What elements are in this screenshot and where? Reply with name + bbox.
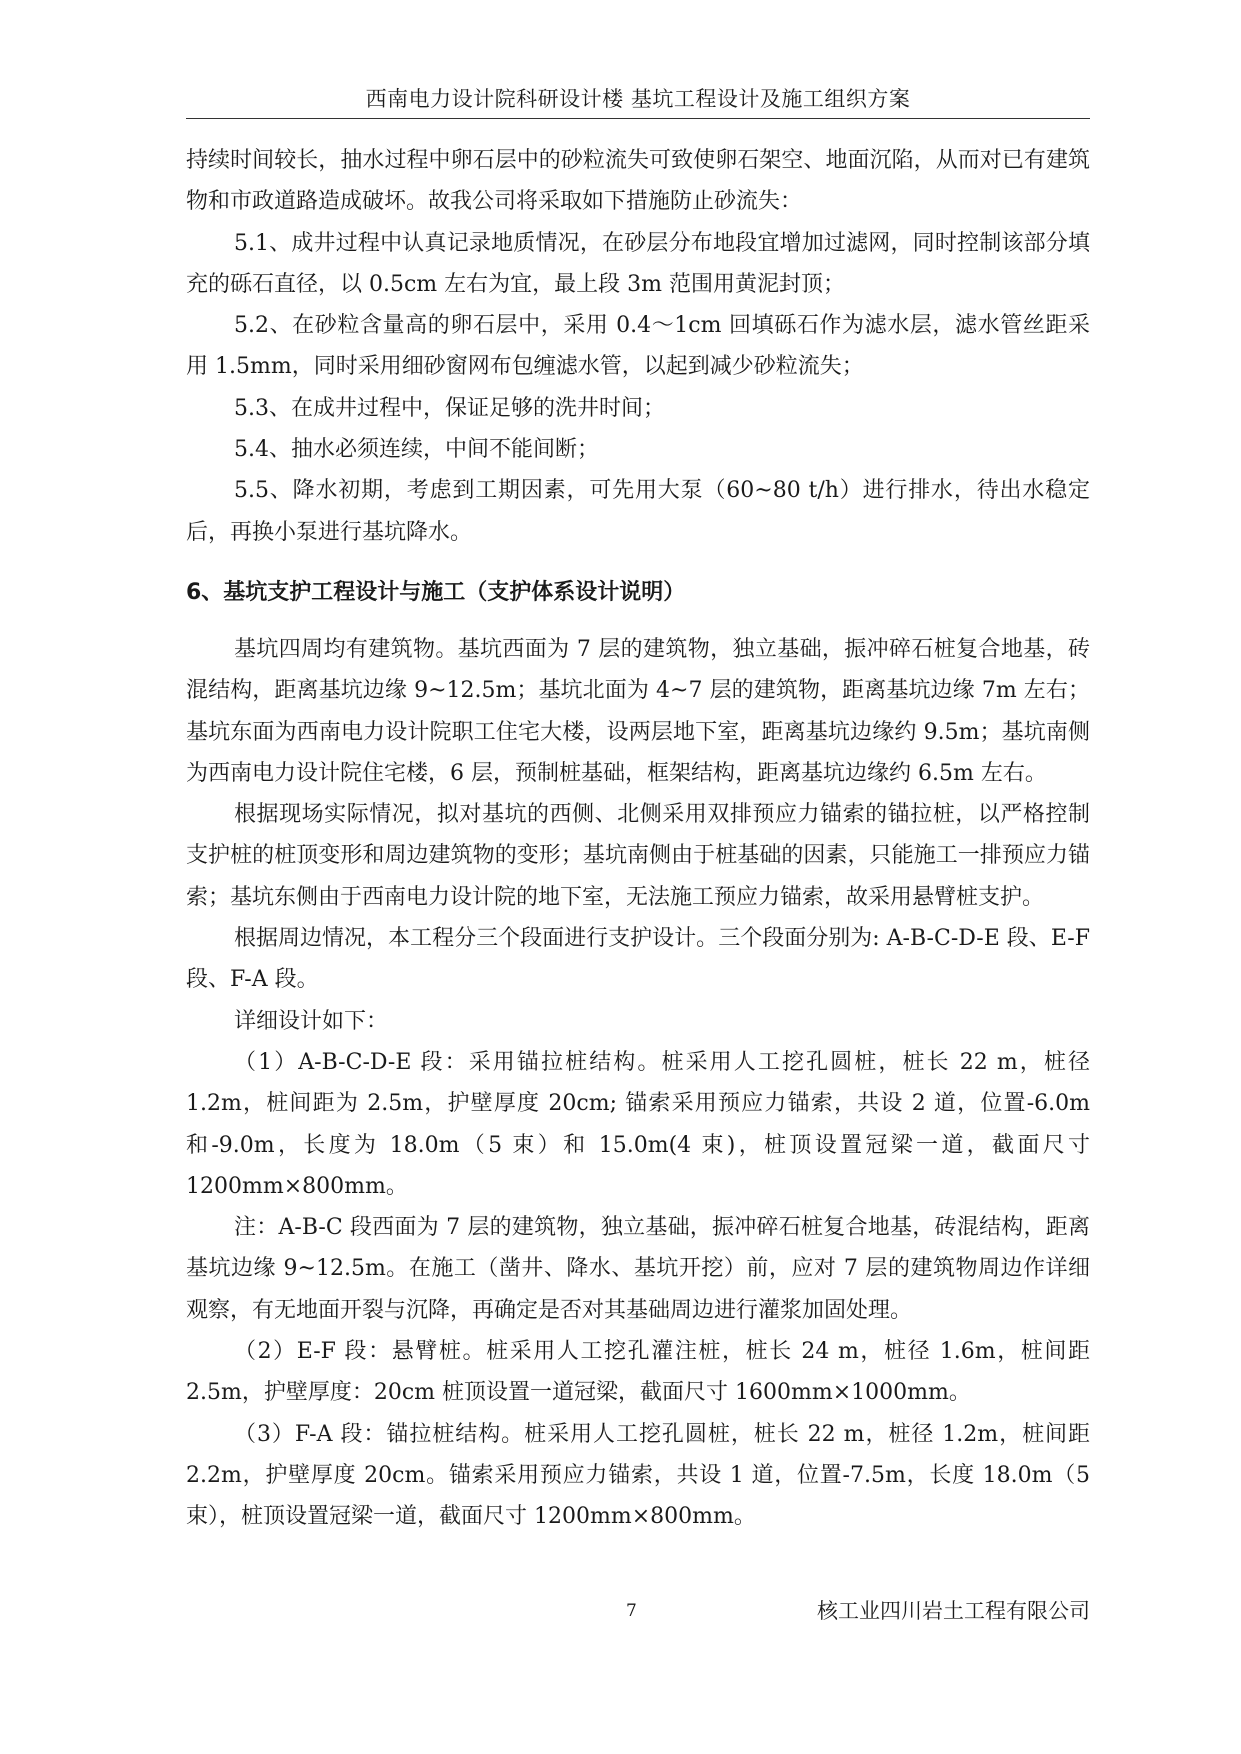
header-title: 西南电力设计院科研设计楼 基坑工程设计及施工组织方案 [365, 87, 911, 111]
paragraph-detail-intro: 详细设计如下： [234, 1008, 389, 1034]
paragraph-measure-5-2: 5.2、在砂粒含量高的卵石层中，采用 0.4～1cm 回填砾石作为滤水层，滤水管丝距采用 1.5mm，同时采用细砂窗网布包缠滤水管，以起到减少砂粒流失； [186, 313, 1090, 380]
paragraph-measure-5-1: 5.1、成井过程中认真记录地质情况，在砂层分布地段宜增加过滤网，同时控制该部分填充的砾石直径，以 0.5cm 左右为宜，最上段 3m 范围用黄泥封顶； [186, 230, 1090, 297]
page-footer [186, 1596, 1090, 1626]
paragraph-sections: 根据周边情况，本工程分三个段面进行支护设计。三个段面分别为: A-B-C-D-E 段、E-F 段、F-A 段。 [186, 926, 1090, 993]
paragraph-dewatering-intro: 持续时间较长，抽水过程中卵石层中的砂粒流失可致使卵石架空、地面沉陷，从而对已有建筑物和市政道路造成破坏。故我公司将采取如下措施防止砂流失： [186, 148, 1090, 215]
document-body [186, 140, 1090, 1538]
paragraph-note: 注：A-B-C 段西面为 7 层的建筑物，独立基础，振冲碎石桩复合地基，砖混结构，距离基坑边缘 9~12.5m。在施工（凿井、降水、基坑开挖）前，应对 7 层的建筑物周边作详细观察，有无地面开裂与沉降，再确定是否对其基础周边进行灌浆加固处理。 [186, 1215, 1090, 1323]
paragraph-surroundings: 基坑四周均有建筑物。基坑西面为 7 层的建筑物，独立基础，振冲碎石桩复合地基，砖混结构，距离基坑边缘 9~12.5m；基坑北面为 4~7 层的建筑物，距离基坑边缘 7m 左右；基坑东面为西南电力设计院职工住宅大楼，设两层地下室，距离基坑边缘约 9.5m；基坑南侧为西南电力设计院住宅楼，6 层，预制桩基础，框架结构，距离基坑边缘约 6.5m 左右。 [186, 636, 1090, 786]
paragraph-measure-5-3: 5.3、在成井过程中，保证足够的洗井时间； [234, 395, 665, 421]
paragraph-section-1: （1）A-B-C-D-E 段：采用锚拉桩结构。桩采用人工挖孔圆桩，桩长 22 m，桩径 1.2m，桩间距为 2.5m，护壁厚度 20cm; 锚索采用预应力锚索，共设 2 道，位置-6.0m 和-9.0m，长度为 18.0m（5 束）和 15.0m(4 束)，桩顶设置冠梁一道，截面尺寸 1200mm×800mm。 [186, 1049, 1090, 1199]
paragraph-section-3: （3）F-A 段：锚拉桩结构。桩采用人工挖孔圆桩，桩长 22 m，桩径 1.2m，桩间距 2.2m，护壁厚度 20cm。锚索采用预应力锚索，共设 1 道，位置-7.5m，长度 18.0m（5 束），桩顶设置冠梁一道，截面尺寸 1200mm×800mm。 [186, 1421, 1090, 1530]
paragraph-measure-5-5: 5.5、降水初期，考虑到工期因素，可先用大泵（60~80 t/h）进行排水，待出水稳定后，再换小泵进行基坑降水。 [186, 478, 1090, 545]
paragraph-section-2: （2）E-F 段：悬臂桩。桩采用人工挖孔灌注桩，桩长 24 m，桩径 1.6m，桩间距 2.5m，护壁厚度：20cm 桩顶设置一道冠梁，截面尺寸 1600mm×1000mm。 [186, 1339, 1090, 1406]
paragraph-measure-5-4: 5.4、抽水必须连续，中间不能间断； [234, 437, 599, 463]
paragraph-support-plan: 根据现场实际情况，拟对基坑的西侧、北侧采用双排预应力锚索的锚拉桩，以严格控制支护桩的桩顶变形和周边建筑物的变形；基坑南侧由于桩基础的因素，只能施工一排预应力锚索；基坑东侧由于西南电力设计院的地下室，无法施工预应力锚索，故采用悬臂桩支护。 [186, 802, 1090, 910]
page-number: 7 [626, 1601, 637, 1621]
company-name: 核工业四川岩土工程有限公司 [817, 1599, 1090, 1623]
section-heading: 6、基坑支护工程设计与施工（支护体系设计说明） [186, 579, 686, 605]
page-header [186, 80, 1090, 119]
